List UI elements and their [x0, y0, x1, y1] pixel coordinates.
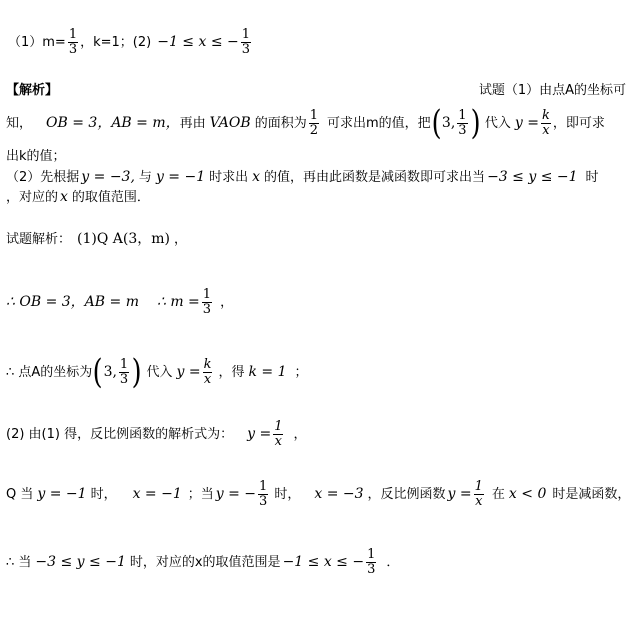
- analysis-heading-line: [6, 84, 626, 97]
- answer-m-fraction: $\frac{1}{3}$: [68, 27, 78, 57]
- answer-part1-prefix: （1）m=: [8, 34, 66, 50]
- point-coordinate: ( 3, $\frac{1}{3}$ ): [431, 103, 481, 143]
- analysis-line-4: （2）先根据 y = −3, 与 y = −1 时求出 x 的值，再由此函数是减函数即可求出当 −3 ≤ y ≤ −1 时: [6, 169, 599, 185]
- analysis-line-2: 知， OB = 3，AB = m， 再由 VAOB 的面积为 $\frac{1}{2}$ 可求出m的值，把 ( 3, $\frac{1}{3}$ ) 代入 y = $\frac{k}{x}$ ，即可求: [6, 103, 605, 143]
- analysis-line-3: 出k的值；: [6, 149, 66, 164]
- solution-line-2: ∴ OB = 3，AB = m ∴ m = $\frac{1}{3}$ ，: [6, 287, 234, 317]
- analysis-intro: 试题（1）由点A的坐标可: [478, 83, 626, 98]
- solution-line-6: ∴ 当 −3 ≤ y ≤ −1 时，对应的x的取值范围是 −1 ≤ x ≤ − $\frac{1}{3}$ ．: [6, 547, 400, 577]
- solution-line-1: 试题解析： (1)Q A(3，m) ，: [6, 231, 188, 247]
- half-fraction: $\frac{1}{2}$: [309, 107, 318, 138]
- solution-line-3: ∴ 点A的坐标为 ( 3, $\frac{1}{3}$ ) 代入 y = $\frac{k}{x}$ ，得 k = 1 ；: [6, 352, 308, 392]
- solution-line-4: (2) 由(1) 得，反比例函数的解析式为： y = $\frac{1}{x}$ ，: [6, 419, 307, 449]
- answer-part2-fraction: $\frac{1}{3}$: [241, 27, 251, 57]
- analysis-line-5: ，对应的 x 的取值范围．: [6, 189, 150, 205]
- analysis-heading: 【解析】: [6, 83, 59, 98]
- answer-line: [8, 28, 253, 56]
- answer-part2-inequality: −1 ≤ x ≤ −: [157, 34, 239, 51]
- k-over-x-fraction: $\frac{k}{x}$: [541, 107, 550, 138]
- solution-line-5: Q 当 y = −1 时， x = −1 ；当 y = − $\frac{1}{3}$ 时， x = −3 ，反比例函数 y = $\frac{1}{x}$ 在 x < 0 时是减函数，: [6, 479, 630, 509]
- answer-part1-suffix: ，k=1；(2): [80, 34, 152, 50]
